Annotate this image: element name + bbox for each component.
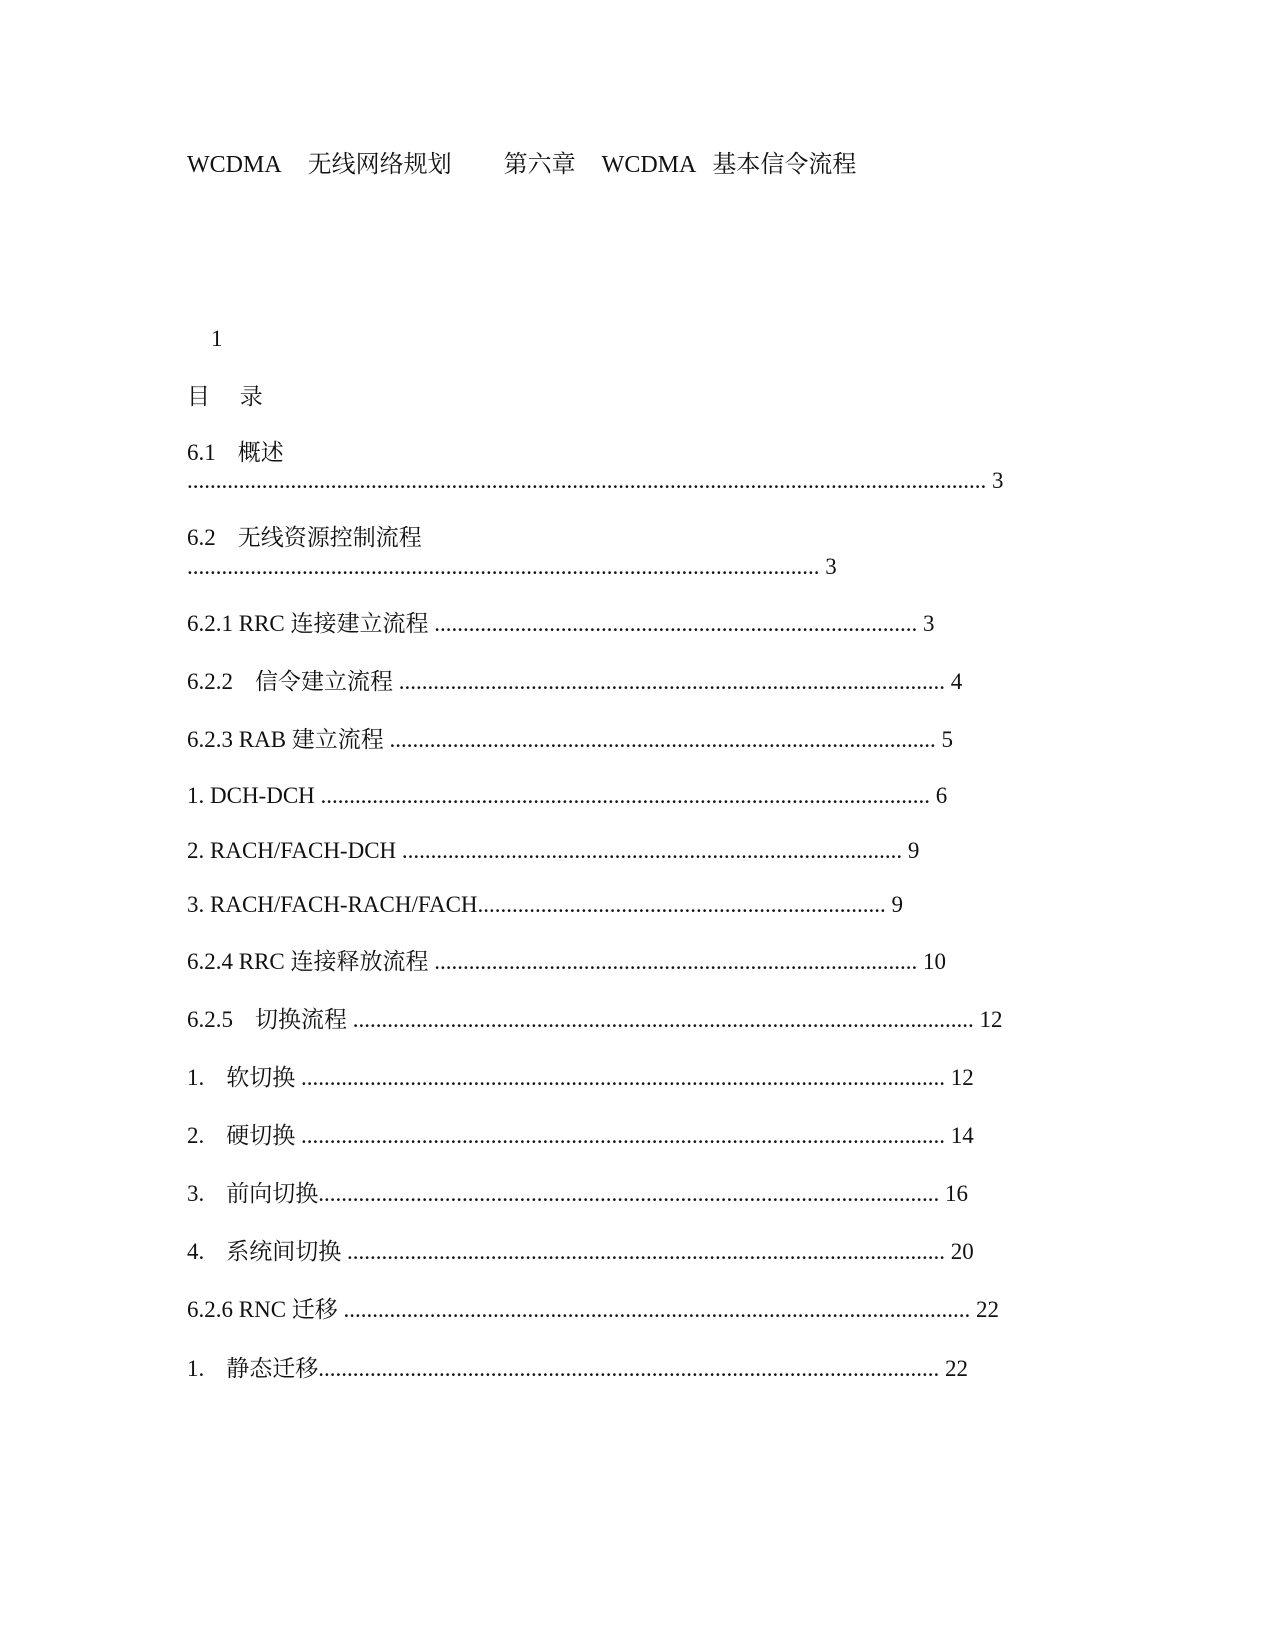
header-part-5: 基本信令流程 (712, 152, 857, 178)
toc-entry-label: RRC 连接建立流程 (238, 611, 429, 636)
toc-leader-dots: ............................................................................................... (389, 727, 936, 752)
toc-entry[interactable] (187, 781, 947, 811)
toc-entry-page: 9 (891, 892, 904, 917)
header-part-3: 第六章 (503, 152, 576, 178)
toc-leader-dots: ....................................................................... (477, 892, 886, 917)
toc-entry-page: 6 (935, 783, 948, 808)
toc-entry-number: 6.2.1 (187, 611, 233, 636)
toc-entry-label: DCH-DCH (210, 783, 315, 808)
toc-entry[interactable] (187, 1295, 999, 1325)
toc-leader-dots: .............................................................................................................. (187, 554, 820, 579)
toc-entry-number: 6.2 (187, 525, 216, 550)
toc-leader-dots: ........................................................................................................................................... (187, 468, 987, 493)
toc-entry-label: 系统间切换 (226, 1239, 342, 1264)
toc-entry-page: 4 (950, 669, 963, 694)
toc-entry-page: 16 (945, 1181, 968, 1206)
toc-entry[interactable] (187, 1237, 974, 1267)
toc-leader-dots: ............................................................................................... (398, 669, 945, 694)
toc-entry-number: 2. (187, 838, 205, 863)
toc-entry[interactable] (187, 438, 284, 468)
toc-leader-dots: ............................................................................................................ (352, 1007, 974, 1032)
header-part-1: WCDMA (187, 152, 282, 178)
toc-entry-page: 20 (950, 1239, 974, 1264)
toc-entry[interactable] (187, 1179, 968, 1209)
toc-leader-dots: .................................................................................... (434, 611, 918, 636)
toc-leader-dots: ................................................................................................................ (301, 1065, 945, 1090)
toc-entry-number: 1. (187, 783, 205, 808)
toc-entry[interactable] (187, 667, 962, 697)
toc-entry-label: 信令建立流程 (255, 669, 393, 694)
toc-entry[interactable] (187, 1121, 974, 1151)
toc-entry[interactable] (187, 1005, 1003, 1035)
toc-entry-label: 前向切换 (226, 1181, 319, 1206)
header-part-4: WCDMA (601, 152, 697, 178)
toc-entry-number: 6.2.6 (187, 1297, 233, 1322)
toc-entry-number: 3. (187, 1181, 205, 1206)
toc-entry-number: 3. (187, 892, 205, 917)
toc-entry-label: RNC 迁移 (238, 1297, 338, 1322)
toc-entry-label: RACH/FACH-DCH (210, 838, 397, 863)
toc-entry-label: RACH/FACH-RACH/FACH (210, 892, 478, 917)
toc-entry-label: 切换流程 (255, 1007, 347, 1032)
toc-entry[interactable] (187, 725, 953, 755)
toc-entry-number: 6.2.2 (187, 669, 233, 694)
toc-entry[interactable] (187, 523, 422, 553)
toc-entry[interactable] (187, 836, 919, 866)
toc-entry-label: 软切换 (226, 1065, 296, 1090)
toc-entry-number: 1. (187, 1356, 205, 1381)
toc-entry-page: 9 (907, 838, 920, 863)
toc-leader-dots: ....................................................................................... (401, 838, 903, 863)
toc-title: 目 录 (187, 384, 275, 409)
toc-entry-number: 4. (187, 1239, 205, 1264)
toc-entry-leader-line (187, 466, 1004, 496)
toc-entry-number: 6.2.5 (187, 1007, 233, 1032)
toc-entry-page: 3 (825, 554, 837, 579)
page-number: 1 (211, 326, 223, 351)
toc-entry-number: 6.1 (187, 440, 216, 465)
toc-entry-number: 1. (187, 1065, 205, 1090)
toc-entry-label: 概述 (237, 440, 284, 465)
toc-entry-label: 静态迁移 (226, 1356, 319, 1381)
toc-entry[interactable] (187, 1354, 968, 1384)
toc-entry[interactable] (187, 1063, 974, 1093)
toc-entry-number: 6.2.4 (187, 949, 233, 974)
toc-entry[interactable] (187, 890, 903, 920)
header-part-2: 无线网络规划 (307, 152, 452, 178)
toc-leader-dots: ............................................................................................................ (318, 1356, 940, 1381)
toc-entry-label: 硬切换 (226, 1123, 296, 1148)
toc-entry-page: 22 (945, 1356, 968, 1381)
toc-entry-page: 5 (941, 727, 954, 752)
toc-leader-dots: .................................................................................... (434, 949, 918, 974)
toc-entry-leader-line (187, 552, 837, 582)
toc-entry[interactable] (187, 609, 935, 639)
toc-entry-page: 12 (950, 1065, 974, 1090)
toc-entry-number: 2. (187, 1123, 205, 1148)
toc-entry-page: 3 (992, 468, 1004, 493)
toc-entry-page: 14 (950, 1123, 974, 1148)
toc-entry-page: 22 (976, 1297, 1000, 1322)
toc-leader-dots: ........................................................................................................ (347, 1239, 945, 1264)
toc-entry-label: RRC 连接释放流程 (238, 949, 429, 974)
toc-entry-page: 12 (979, 1007, 1003, 1032)
running-header (187, 150, 856, 180)
toc-leader-dots: ............................................................................................................. (343, 1297, 971, 1322)
toc-entry-number: 6.2.3 (187, 727, 233, 752)
toc-entry-label: 无线资源控制流程 (237, 525, 422, 550)
toc-entry-label: RAB 建立流程 (238, 727, 384, 752)
toc-leader-dots: ............................................................................................................ (318, 1181, 940, 1206)
toc-entry-page: 10 (923, 949, 947, 974)
toc-entry[interactable] (187, 947, 946, 977)
toc-leader-dots: .......................................................................................................... (320, 783, 931, 808)
toc-entry-page: 3 (923, 611, 935, 636)
toc-leader-dots: ................................................................................................................ (301, 1123, 945, 1148)
